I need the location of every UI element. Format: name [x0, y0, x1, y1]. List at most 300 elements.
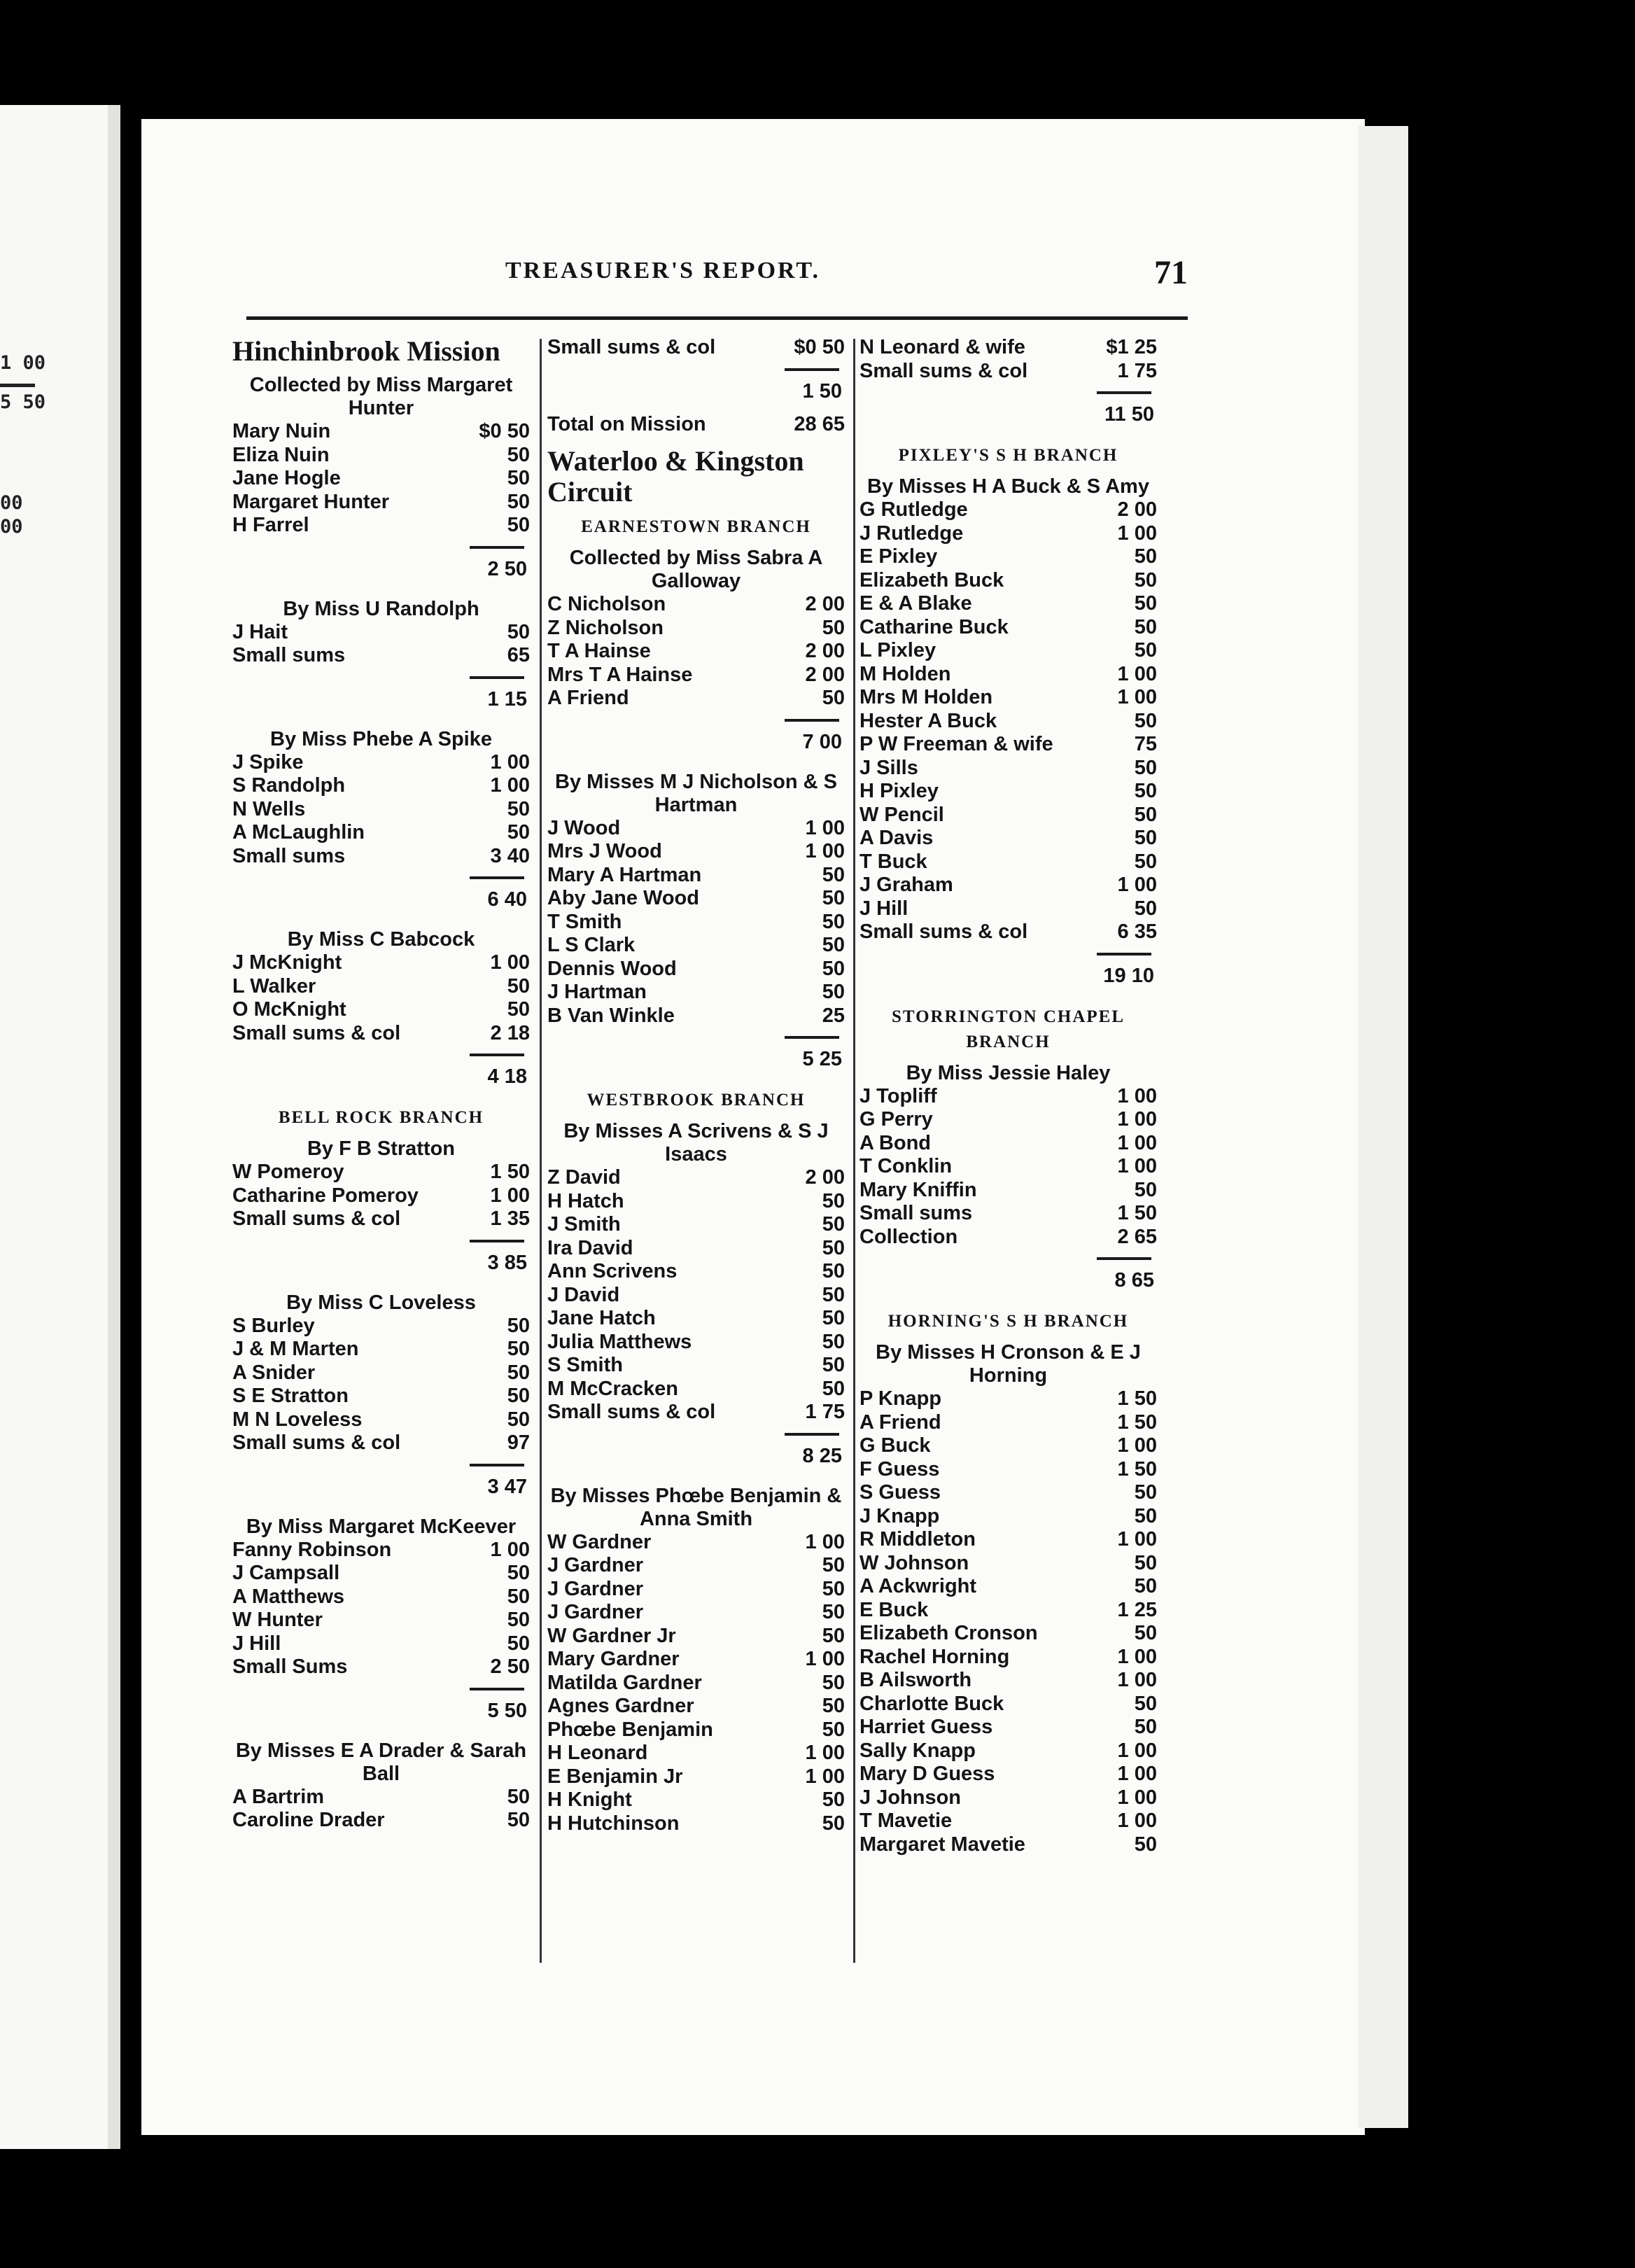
spacer — [232, 711, 530, 721]
contributor-name: Caroline Drader — [232, 1809, 385, 1831]
subtotal-amount: 1 50 — [802, 379, 842, 402]
contribution-amount: 50 — [822, 1260, 845, 1282]
contribution-row — [859, 663, 1157, 687]
contribution-row — [232, 467, 530, 491]
contributor-name: Dennis Wood — [547, 957, 677, 980]
collector-line: By Misses H A Buck & S Amy — [867, 475, 1149, 498]
contributor-name: C Nicholson — [547, 593, 666, 615]
subtotal-amount: 5 25 — [802, 1048, 842, 1070]
contributor-name: Sally Knapp — [859, 1739, 976, 1762]
subtotal-rule — [785, 368, 839, 371]
contributor-name: J Knapp — [859, 1504, 940, 1527]
spacer — [232, 1499, 530, 1508]
contribution-amount: 50 — [1134, 1481, 1157, 1504]
branch-heading: WESTBROOK BRANCH — [587, 1091, 806, 1110]
contribution-row — [547, 1166, 845, 1190]
spacer — [547, 1835, 845, 1845]
branch-heading: BELL ROCK BRANCH — [278, 1108, 484, 1127]
contributor-name: Aby Jane Wood — [547, 887, 699, 909]
contribution-amount: 1 00 — [1117, 1739, 1157, 1762]
contribution-amount: 1 00 — [1117, 1669, 1157, 1691]
contributor-name: E & A Blake — [859, 592, 972, 615]
contribution-row — [547, 1601, 845, 1625]
subtotal-rule — [470, 546, 524, 549]
contribution-row — [232, 998, 530, 1022]
column-divider — [853, 339, 855, 1963]
contribution-list — [547, 413, 845, 437]
contributor-name: H Pixley — [859, 780, 939, 802]
contribution-amount: 50 — [507, 1809, 530, 1831]
contribution-amount: 50 — [822, 1671, 845, 1694]
contributor-name: Mary Nuin — [232, 420, 331, 442]
report-column-3 — [859, 336, 1157, 1866]
contributor-name: N Wells — [232, 797, 306, 820]
contributor-name: T Mavetie — [859, 1809, 953, 1832]
contribution-amount: 50 — [822, 1812, 845, 1835]
contribution-row — [547, 1788, 845, 1812]
contributor-name: Jane Hatch — [547, 1307, 656, 1329]
contributor-name: R Middleton — [859, 1528, 976, 1550]
contribution-list — [232, 951, 530, 1045]
contribution-row — [859, 1646, 1157, 1670]
contribution-row — [859, 920, 1157, 944]
contribution-amount: 1 00 — [805, 1648, 845, 1670]
contributor-name: E Pixley — [859, 545, 938, 568]
contribution-list — [232, 1315, 530, 1455]
contributor-name: A Bartrim — [232, 1785, 325, 1808]
contribution-amount: 1 00 — [1117, 1786, 1157, 1809]
contributor-name: A Friend — [547, 687, 629, 709]
contributor-name: Mrs J Wood — [547, 840, 662, 862]
contribution-amount: 3 40 — [490, 844, 530, 867]
contribution-amount: 50 — [507, 1609, 530, 1631]
contribution-row — [859, 1434, 1157, 1458]
contribution-amount: 50 — [822, 1236, 845, 1259]
contributor-name: E Buck — [859, 1598, 929, 1621]
contribution-row — [859, 686, 1157, 710]
contribution-row — [232, 491, 530, 514]
contribution-row — [232, 1432, 530, 1455]
contribution-row — [859, 710, 1157, 734]
contribution-amount: 2 00 — [805, 593, 845, 615]
contribution-amount: 50 — [822, 887, 845, 909]
contribution-amount: 1 00 — [805, 1530, 845, 1553]
contribution-amount: 1 00 — [1117, 1131, 1157, 1154]
contribution-amount: 50 — [1134, 709, 1157, 732]
contribution-row — [859, 780, 1157, 804]
contribution-row — [859, 639, 1157, 663]
subtotal-amount: 5 50 — [487, 1699, 527, 1722]
contribution-row — [232, 1586, 530, 1609]
contributor-name: H Hatch — [547, 1189, 624, 1212]
contributor-name: J Graham — [859, 874, 953, 896]
contribution-amount: 50 — [1134, 1504, 1157, 1527]
contributor-name: A McLaughlin — [232, 821, 365, 844]
contributor-name: Collection — [859, 1225, 958, 1248]
contribution-row — [859, 1481, 1157, 1505]
contribution-amount: 1 75 — [1117, 359, 1157, 382]
contributor-name: J Hill — [232, 1632, 281, 1655]
contribution-row — [547, 1213, 845, 1237]
contribution-row — [859, 1809, 1157, 1833]
contribution-row — [232, 1208, 530, 1231]
contributor-name: H Hutchinson — [547, 1812, 680, 1835]
contributor-name: B Ailsworth — [859, 1669, 972, 1691]
contribution-row — [547, 1237, 845, 1261]
contributor-name: J Topliff — [859, 1084, 937, 1107]
contribution-amount: 50 — [507, 797, 530, 820]
subtotal-rule — [470, 1688, 524, 1690]
contribution-list — [547, 1531, 845, 1836]
contribution-row — [232, 1338, 530, 1362]
contribution-amount: 50 — [822, 1577, 845, 1600]
contribution-row — [859, 1202, 1157, 1226]
contribution-row — [859, 850, 1157, 874]
contribution-row — [232, 1809, 530, 1833]
contributor-name: J Sills — [859, 756, 918, 779]
contribution-amount: 1 00 — [1117, 874, 1157, 896]
contribution-row — [859, 1833, 1157, 1857]
contribution-amount: 50 — [822, 1307, 845, 1329]
contribution-amount: 50 — [1134, 780, 1157, 802]
contribution-row — [547, 593, 845, 617]
contribution-row — [232, 644, 530, 668]
contribution-amount: 1 35 — [490, 1208, 530, 1230]
contributor-name: Small sums & col — [859, 920, 1028, 943]
contributor-name: Z David — [547, 1166, 621, 1189]
fragment-amount: 1 00 — [0, 352, 46, 374]
collector-line: By Miss C Loveless — [286, 1291, 476, 1314]
contribution-row — [859, 1528, 1157, 1552]
contribution-row — [232, 951, 530, 975]
contribution-amount: 1 75 — [805, 1401, 845, 1423]
contribution-list — [547, 1166, 845, 1424]
subtotal-amount: 8 25 — [802, 1444, 842, 1467]
fragment-amount: 00 — [0, 492, 23, 514]
contribution-list — [859, 498, 1157, 944]
contributor-name: Charlotte Buck — [859, 1692, 1004, 1715]
contributor-name: J Gardner — [547, 1601, 643, 1623]
subtotal-rule — [470, 1054, 524, 1056]
contributor-name: A Snider — [232, 1361, 316, 1384]
contributor-name: T Smith — [547, 910, 622, 933]
contribution-amount: 6 35 — [1117, 920, 1157, 943]
subtotal-rule — [1097, 953, 1151, 955]
contribution-row — [859, 1740, 1157, 1763]
contributor-name: Catharine Pomeroy — [232, 1184, 419, 1207]
contributor-name: Small sums & col — [547, 336, 716, 358]
collector-line: Collected by Miss Sabra A Galloway — [569, 547, 823, 592]
contribution-row — [232, 798, 530, 822]
contribution-amount: 1 00 — [1117, 1434, 1157, 1457]
contribution-row — [232, 774, 530, 798]
column-divider — [540, 339, 542, 1963]
contributor-name: H Knight — [547, 1788, 632, 1811]
contribution-row — [232, 1315, 530, 1338]
contributor-name: W Pencil — [859, 803, 944, 826]
contribution-row — [547, 1531, 845, 1555]
contribution-row — [547, 1401, 845, 1424]
contributor-name: J Campsall — [232, 1562, 340, 1584]
contributor-name: T Conklin — [859, 1155, 953, 1177]
contribution-row — [859, 1763, 1157, 1786]
section-heading: Hinchinbrook Mission — [232, 335, 500, 367]
contributor-name: Small sums & col — [232, 1208, 401, 1230]
contribution-amount: 50 — [822, 1624, 845, 1647]
contribution-row — [547, 1378, 845, 1401]
contributor-name: Mary Kniffin — [859, 1178, 977, 1201]
contributor-name: L S Clark — [547, 934, 636, 956]
contribution-row — [859, 1108, 1157, 1132]
collector-line: By Misses M J Nicholson & S Hartman — [555, 770, 837, 816]
contribution-row — [547, 1284, 845, 1308]
contributor-name: L Walker — [232, 974, 316, 997]
contribution-amount: 1 00 — [490, 774, 530, 797]
subtotal-amount: 3 85 — [487, 1251, 527, 1274]
contribution-amount: 50 — [1134, 1716, 1157, 1738]
contribution-amount: 1 00 — [1117, 1084, 1157, 1107]
contribution-list — [232, 1161, 530, 1231]
contribution-amount: 2 00 — [805, 640, 845, 662]
spacer — [232, 1275, 530, 1284]
contribution-row — [547, 1331, 845, 1354]
collector-line: By Misses H Cronson & E J Horning — [876, 1341, 1141, 1387]
contribution-amount: 50 — [822, 1554, 845, 1576]
contributor-name: Small sums — [859, 1202, 973, 1224]
collector-line: By Misses A Scrivens & S J Isaacs — [563, 1120, 829, 1166]
contribution-row — [859, 498, 1157, 522]
contribution-amount: 1 50 — [1117, 1387, 1157, 1410]
contribution-amount: 50 — [507, 1785, 530, 1808]
contribution-row — [232, 1408, 530, 1432]
contributor-name: J & M Marten — [232, 1338, 359, 1360]
fragment-amount: 00 — [0, 516, 23, 538]
contribution-amount: 50 — [822, 687, 845, 709]
contributor-name: W Gardner Jr — [547, 1624, 676, 1647]
report-column-2 — [547, 336, 845, 1845]
subtotal-amount: 11 50 — [1104, 403, 1154, 426]
contributor-name: H Farrel — [232, 514, 309, 536]
contribution-row — [547, 1190, 845, 1214]
contribution-amount: 1 50 — [1117, 1202, 1157, 1224]
contribution-amount: 50 — [507, 490, 530, 513]
contribution-row — [859, 1669, 1157, 1693]
contribution-list — [232, 1786, 530, 1833]
contribution-row — [232, 1562, 530, 1586]
collector-line: By Misses E A Drader & Sarah Ball — [235, 1739, 527, 1785]
contributor-name: S Guess — [859, 1481, 941, 1504]
subtotal-amount: 7 00 — [802, 730, 842, 753]
contribution-row — [859, 1387, 1157, 1411]
contributor-name: J Spike — [232, 750, 304, 774]
contributor-name: F Guess — [859, 1457, 940, 1480]
contribution-amount: 65 — [507, 644, 530, 666]
subtotal-rule — [470, 876, 524, 879]
contributor-name: L Pixley — [859, 639, 936, 662]
contribution-amount: 50 — [822, 910, 845, 933]
contribution-row — [547, 336, 845, 360]
contribution-amount: 28 65 — [794, 412, 845, 435]
contribution-amount: 75 — [1134, 733, 1157, 755]
contribution-row — [859, 897, 1157, 921]
contribution-amount: 50 — [1134, 827, 1157, 849]
contribution-row — [547, 1695, 845, 1718]
collector-line: By Misses Phœbe Benjamin & Anna Smith — [550, 1484, 842, 1530]
contribution-amount: 50 — [507, 467, 530, 489]
contributor-name: Small sums — [232, 644, 346, 666]
subtotal-rule — [785, 719, 839, 722]
branch-heading: HORNING'S S H BRANCH — [887, 1312, 1129, 1331]
subtotal-amount: 4 18 — [487, 1065, 527, 1088]
collector-line: By Miss Margaret McKeever — [246, 1515, 517, 1538]
contribution-amount: 1 00 — [1117, 1155, 1157, 1177]
contributor-name: Matilda Gardner — [547, 1671, 702, 1694]
contribution-row — [859, 522, 1157, 546]
contributor-name: W Johnson — [859, 1551, 969, 1574]
contribution-row — [859, 1085, 1157, 1109]
contribution-row — [232, 621, 530, 645]
contributor-name: H Leonard — [547, 1742, 648, 1764]
page-number: 71 — [1154, 254, 1188, 291]
contributor-name: A Bond — [859, 1131, 932, 1154]
subtotal-rule — [1097, 391, 1151, 394]
contributor-name: Hester A Buck — [859, 709, 997, 732]
header-rule — [246, 316, 1188, 320]
contribution-list — [232, 621, 530, 668]
contribution-list — [547, 336, 845, 360]
collector-line: Collected by Miss Margaret Hunter — [249, 374, 513, 419]
contribution-row — [547, 1812, 845, 1836]
contributor-name: Mary D Guess — [859, 1763, 995, 1785]
contribution-row — [232, 1385, 530, 1408]
spacer — [547, 1468, 845, 1478]
contributor-name: B Van Winkle — [547, 1004, 675, 1027]
contribution-amount: 50 — [507, 998, 530, 1021]
contribution-amount: 50 — [822, 1283, 845, 1306]
contribution-amount: 50 — [822, 957, 845, 980]
collector-line: By F B Stratton — [307, 1138, 456, 1160]
contribution-list — [232, 1539, 530, 1679]
contribution-row — [859, 1411, 1157, 1435]
contribution-row — [859, 1786, 1157, 1810]
contribution-amount: 50 — [1134, 1692, 1157, 1715]
contribution-amount: 1 00 — [1117, 1763, 1157, 1785]
collector-line: By Miss Phebe A Spike — [270, 727, 492, 750]
contribution-amount: 50 — [1134, 592, 1157, 615]
contribution-row — [859, 1132, 1157, 1156]
contribution-amount: 50 — [1134, 1178, 1157, 1201]
subtotal-amount: 8 65 — [1114, 1269, 1154, 1292]
contribution-amount: 50 — [1134, 850, 1157, 873]
contribution-amount: 2 18 — [490, 1021, 530, 1044]
contributor-name: W Pomeroy — [232, 1161, 344, 1183]
contributor-name: W Gardner — [547, 1530, 652, 1553]
contribution-amount: 25 — [822, 1004, 845, 1027]
contribution-list — [859, 336, 1157, 383]
contribution-amount: 50 — [822, 1601, 845, 1623]
left-page-fragment — [0, 105, 120, 2149]
contribution-row — [232, 1632, 530, 1656]
contributor-name: Small sums & col — [859, 359, 1028, 382]
contribution-row — [859, 827, 1157, 850]
contribution-amount: 97 — [507, 1432, 530, 1454]
contribution-row — [547, 1765, 845, 1789]
contribution-amount: 50 — [1134, 568, 1157, 592]
spacer — [547, 754, 845, 764]
contribution-amount: 2 00 — [805, 1166, 845, 1189]
contribution-amount: 50 — [1134, 756, 1157, 779]
contribution-amount: 50 — [822, 1330, 845, 1353]
page-gutter — [108, 105, 120, 2149]
contribution-list — [547, 593, 845, 710]
contribution-row — [547, 617, 845, 640]
contribution-amount: 50 — [1134, 615, 1157, 638]
contributor-name: Mary Gardner — [547, 1648, 680, 1670]
contributor-name: S Burley — [232, 1314, 315, 1337]
spacer — [859, 988, 1157, 997]
contributor-name: J Wood — [547, 816, 621, 839]
contributor-name: J Johnson — [859, 1786, 962, 1809]
contributor-name: G Perry — [859, 1108, 933, 1130]
contribution-row — [232, 444, 530, 468]
contributor-name: O McKnight — [232, 998, 346, 1021]
contribution-amount: 50 — [507, 1585, 530, 1608]
contributor-name: G Rutledge — [859, 498, 968, 521]
contributor-name: J Gardner — [547, 1577, 643, 1600]
spacer — [232, 1088, 530, 1098]
contribution-row — [859, 1575, 1157, 1599]
contribution-row — [859, 1693, 1157, 1716]
spacer — [232, 1833, 530, 1842]
contribution-row — [232, 1184, 530, 1208]
contributor-name: S E Stratton — [232, 1385, 349, 1407]
contribution-list — [232, 751, 530, 869]
subtotal-rule — [470, 676, 524, 679]
contribution-amount: 50 — [822, 1189, 845, 1212]
contributor-name: Rachel Horning — [859, 1645, 1010, 1668]
contributor-name: A Ackwright — [859, 1575, 977, 1597]
contributor-name: Harriet Guess — [859, 1716, 993, 1738]
contribution-amount: 50 — [822, 1788, 845, 1811]
contribution-amount: 50 — [507, 1632, 530, 1655]
contributor-name: Ira David — [547, 1236, 633, 1259]
contribution-amount: $1 25 — [1106, 336, 1157, 358]
contribution-list — [232, 420, 530, 538]
contributor-name: J McKnight — [232, 951, 342, 974]
contribution-amount: 50 — [822, 934, 845, 956]
subtotal-rule — [470, 1464, 524, 1466]
contribution-amount: 1 00 — [1117, 1645, 1157, 1668]
contribution-amount: 50 — [507, 514, 530, 536]
contribution-row — [859, 616, 1157, 640]
contribution-row — [859, 569, 1157, 593]
contributor-name: Margaret Hunter — [232, 490, 389, 513]
contribution-row — [547, 958, 845, 981]
contributor-name: Small sums & col — [547, 1401, 716, 1423]
contribution-amount: 50 — [822, 863, 845, 886]
contribution-row — [859, 1599, 1157, 1623]
contribution-amount: 1 00 — [490, 951, 530, 974]
spacer — [547, 1071, 845, 1081]
contributor-name: E Benjamin Jr — [547, 1765, 683, 1788]
contributor-name: Elizabeth Buck — [859, 568, 1004, 592]
contributor-name: Phœbe Benjamin — [547, 1718, 713, 1741]
contributor-name: N Leonard & wife — [859, 336, 1025, 358]
spacer — [859, 426, 1157, 436]
contribution-row — [232, 751, 530, 775]
contribution-row — [859, 360, 1157, 384]
contribution-row — [547, 1307, 845, 1331]
